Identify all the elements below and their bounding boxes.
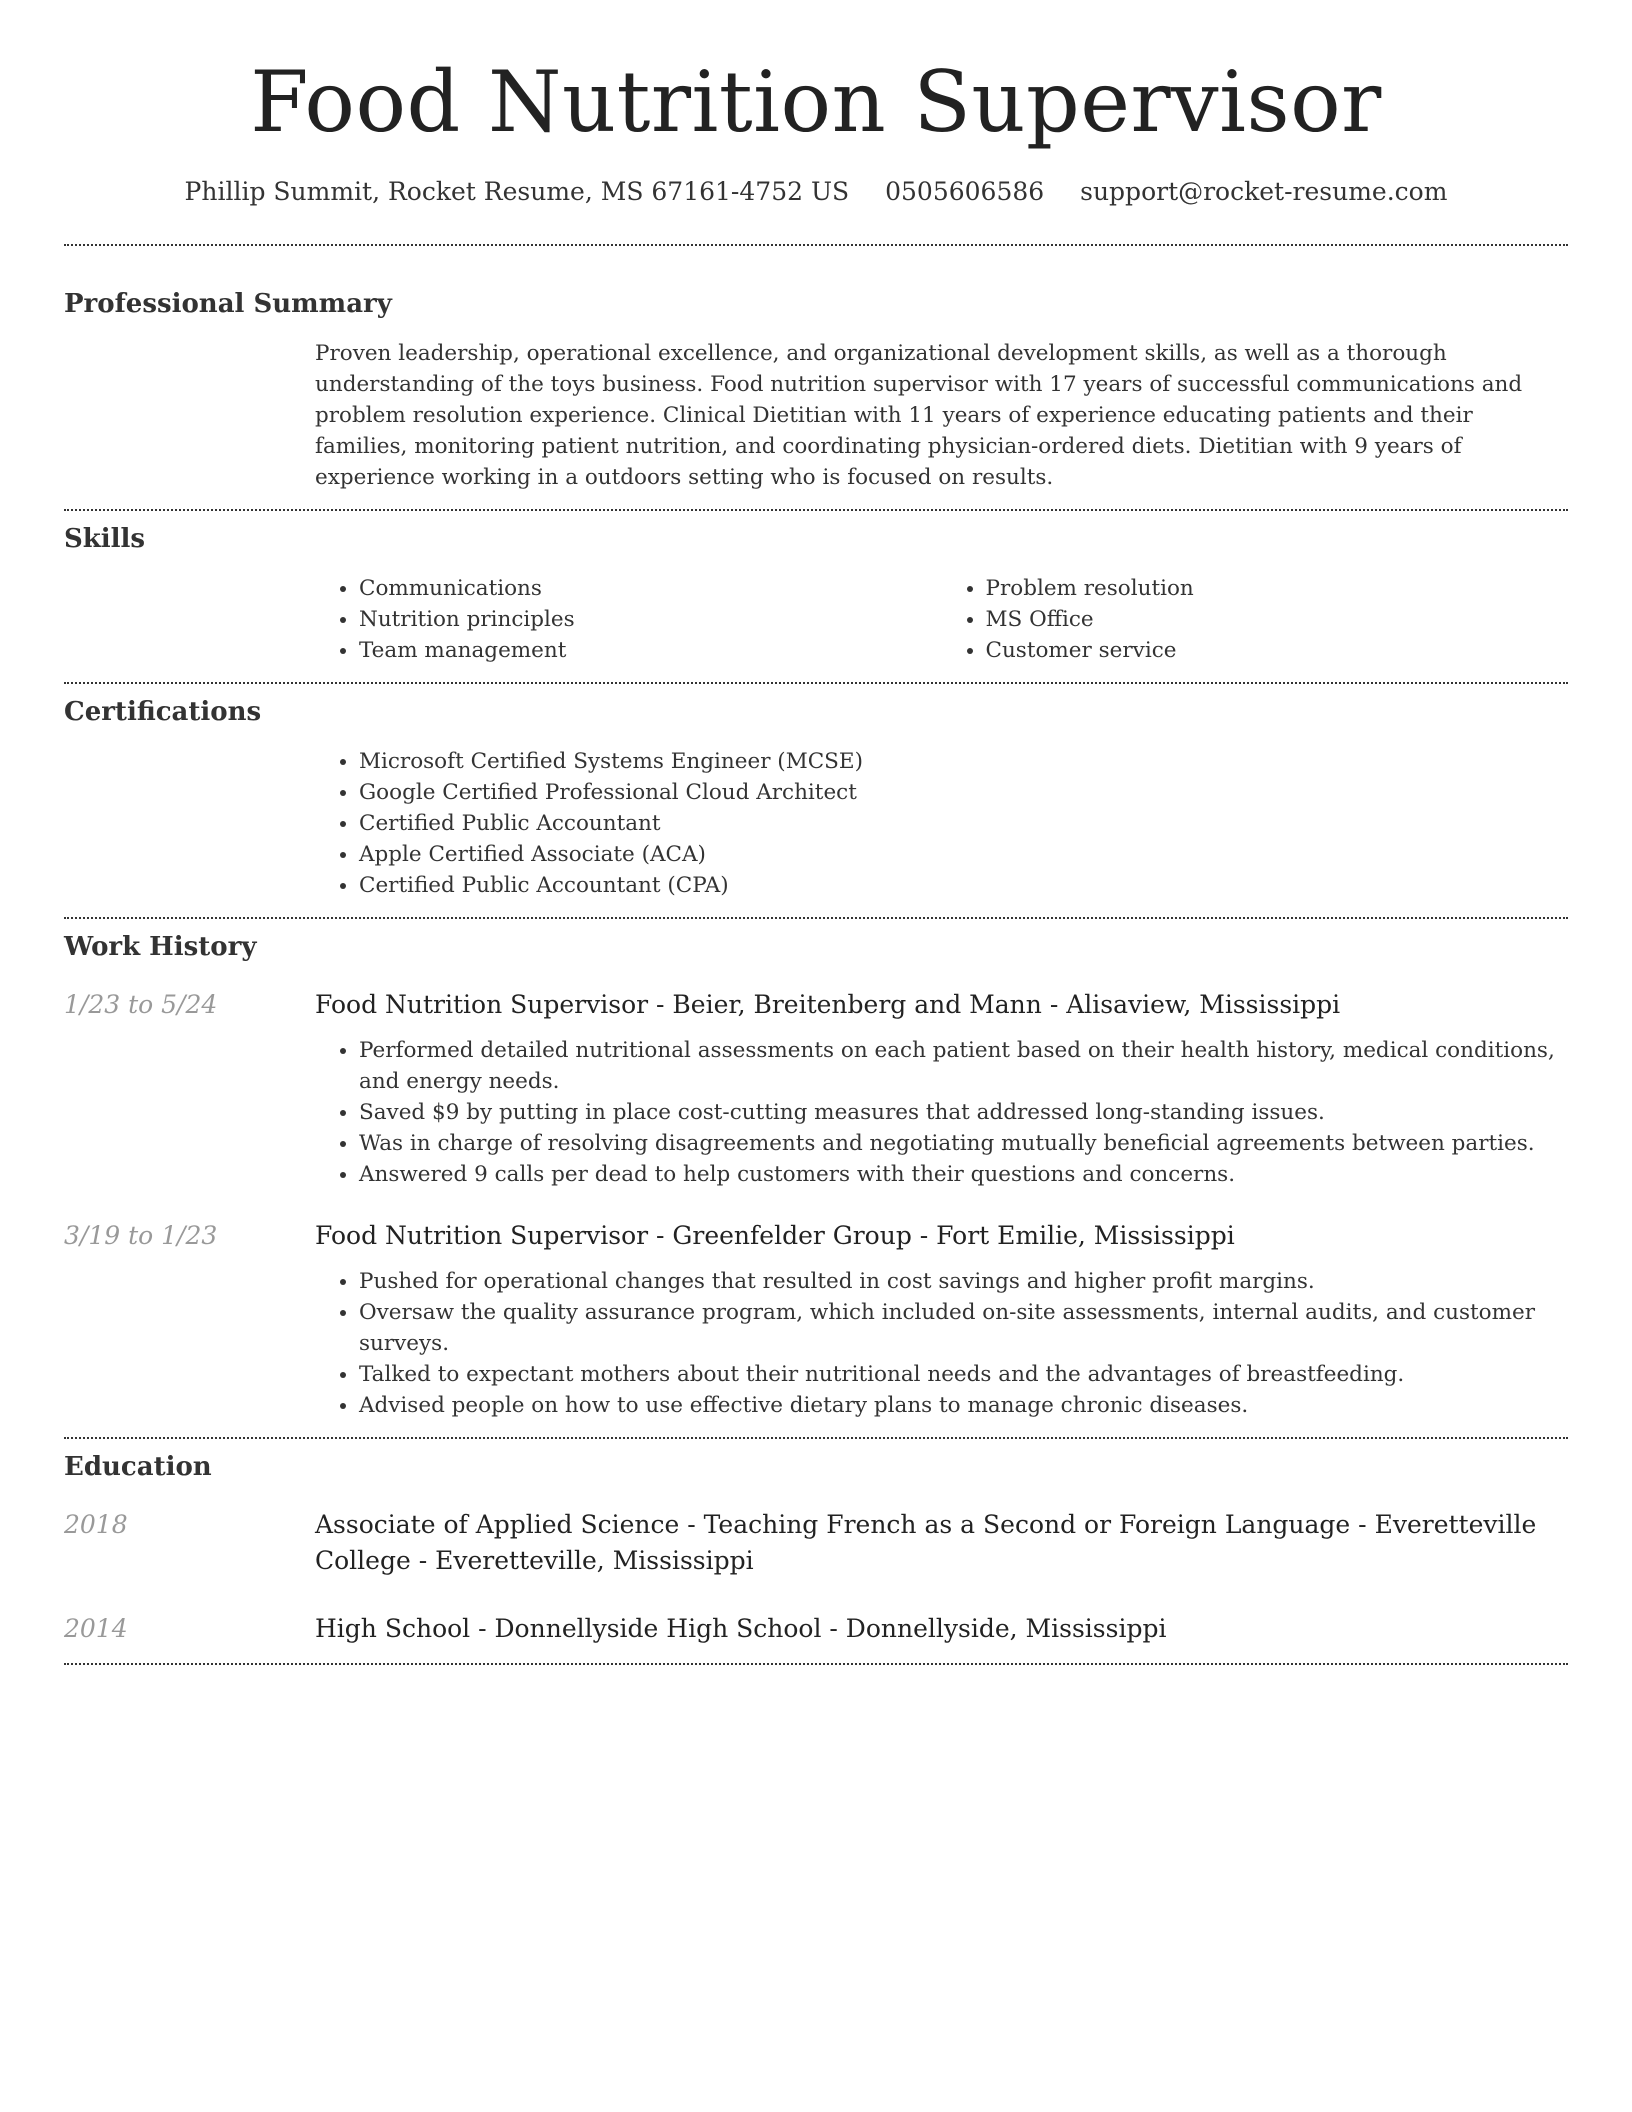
certifications-list (315, 746, 1568, 901)
skill-item: • Team management (359, 635, 942, 666)
contact-line (64, 174, 1568, 210)
education-heading-text: High School - Donnellyside High School - Donnellyside, Mississippi (315, 1614, 1167, 1643)
education-section (64, 1449, 1568, 1647)
divider (64, 1663, 1568, 1665)
skills-section (64, 521, 1568, 666)
job-bullet: • Pushed for operational changes that resulted in cost savings and higher profit margins. (359, 1266, 1568, 1297)
divider (64, 682, 1568, 684)
certification-item: • Apple Certified Associate (ACA) (359, 839, 1568, 870)
summary-text: Proven leadership, operational excellence, and organizational development skills, as well as a thorough understanding of the toys business. Food nutrition supervisor with 17 years of successful communications and problem resolution experience. Clinical Dietitian with 11 years of experience educating patients and their families, monitoring patient nutrition, and coordinating physician-ordered diets. Dietitian with 9 years of experience working in a outdoors setting who is focused on results. (315, 341, 1523, 490)
education-date: 2018 (64, 1510, 128, 1539)
divider (64, 509, 1568, 511)
certification-item: • Certified Public Accountant (359, 808, 1568, 839)
work-section (64, 929, 1568, 1421)
job-heading: Food Nutrition Supervisor - Greenfelder Group - Fort Emilie, Mississippi (315, 1221, 1235, 1250)
job-date: 3/19 to 1/23 (64, 1221, 218, 1250)
job-bullet: • Talked to expectant mothers about their nutritional needs and the advantages of breastfeeding. (359, 1359, 1568, 1390)
summary-section (64, 286, 1568, 493)
skills-list-left (315, 573, 942, 666)
job-bullet: • Saved $9 by putting in place cost-cutting measures that addressed long-standing issues. (359, 1097, 1568, 1128)
job-bullets (315, 1266, 1568, 1421)
job-entry (64, 1218, 1568, 1421)
job-heading: Food Nutrition Supervisor - Beier, Breitenberg and Mann - Alisaview, Mississippi (315, 990, 1341, 1019)
email-link[interactable]: support@rocket-resume.com (1080, 177, 1448, 206)
job-bullet: • Oversaw the quality assurance program, which included on-site assessments, internal audits, and customer surveys. (359, 1297, 1568, 1359)
education-entry (64, 1507, 1568, 1579)
skill-item: • Customer service (986, 635, 1569, 666)
resume-page (64, 0, 1568, 1665)
skills-list-right (942, 573, 1569, 666)
skill-item: • MS Office (986, 604, 1569, 635)
phone-text: 0505606586 (885, 177, 1045, 206)
summary-heading: Professional Summary (64, 289, 392, 319)
skill-item: • Communications (359, 573, 942, 604)
certification-item: • Certified Public Accountant (CPA) (359, 870, 1568, 901)
certification-item: • Google Certified Professional Cloud Architect (359, 777, 1568, 808)
resume-title: Food Nutrition Supervisor (250, 53, 1382, 151)
education-heading: Education (64, 1452, 212, 1482)
job-bullet: • Was in charge of resolving disagreements and negotiating mutually beneficial agreements between parties. (359, 1128, 1568, 1159)
job-bullet: • Performed detailed nutritional assessments on each patient based on their health history, medical conditions, and energy needs. (359, 1035, 1568, 1097)
work-heading: Work History (64, 932, 257, 962)
job-bullets (315, 1035, 1568, 1190)
job-bullet: • Advised people on how to use effective dietary plans to manage chronic diseases. (359, 1390, 1568, 1421)
certification-item: • Microsoft Certified Systems Engineer (MCSE) (359, 746, 1568, 777)
education-entry (64, 1611, 1568, 1647)
certifications-section (64, 694, 1568, 901)
skill-item: • Nutrition principles (359, 604, 942, 635)
job-bullet: • Answered 9 calls per dead to help customers with their questions and concerns. (359, 1159, 1568, 1190)
address-text: Phillip Summit, Rocket Resume, MS 67161-4752 US (184, 177, 850, 206)
divider (64, 244, 1568, 246)
divider (64, 917, 1568, 919)
skills-heading: Skills (64, 524, 146, 554)
certifications-heading: Certifications (64, 697, 262, 727)
job-date: 1/23 to 5/24 (64, 990, 218, 1019)
education-date: 2014 (64, 1614, 128, 1643)
job-entry (64, 987, 1568, 1190)
skill-item: • Problem resolution (986, 573, 1569, 604)
divider (64, 1437, 1568, 1439)
education-heading-text: Associate of Applied Science - Teaching French as a Second or Foreign Language - Everetteville College - Everetteville, Mississippi (315, 1510, 1537, 1575)
